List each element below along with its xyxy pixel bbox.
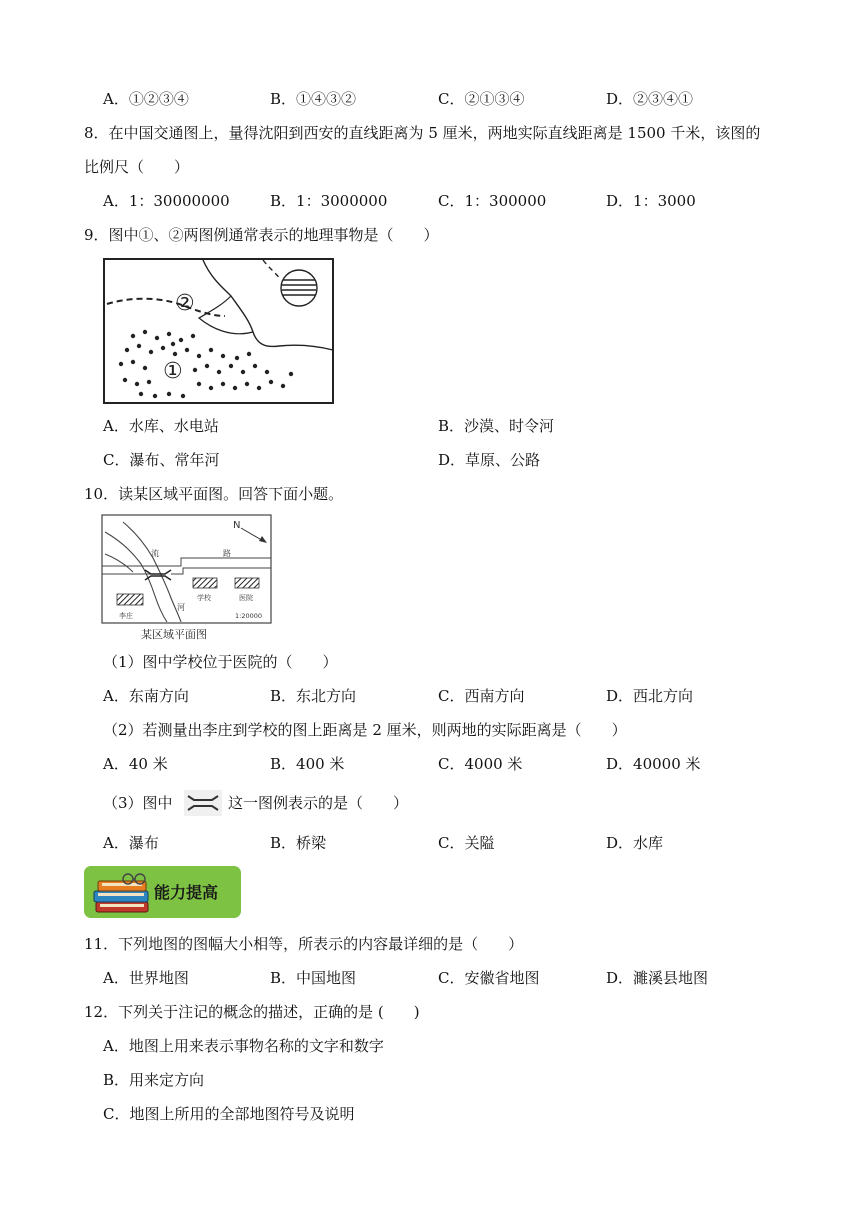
q8-stem: 8．在中国交通图上，量得沈阳到西安的直线距离为 5 厘米，两地实际直线距离是 1500 千米，该图的 bbox=[84, 124, 761, 142]
q7-option-c[interactable]: C．②①③④ bbox=[438, 90, 525, 108]
river-label-2: 河 bbox=[177, 603, 185, 612]
q9-option-a[interactable]: A．水库、水电站 bbox=[103, 417, 219, 435]
q10-sub3-option-c[interactable]: C．关隘 bbox=[438, 834, 495, 852]
q11-option-b[interactable]: B．中国地图 bbox=[270, 969, 357, 987]
q8-option-c[interactable]: C．1：300000 bbox=[438, 192, 547, 210]
q12-option-a[interactable]: A．地图上用来表示事物名称的文字和数字 bbox=[103, 1037, 384, 1055]
scale-label: 1:20000 bbox=[235, 612, 263, 620]
north-label: N bbox=[233, 520, 241, 531]
q8-option-b[interactable]: B．1：3000000 bbox=[270, 192, 388, 210]
map-caption: 某区域平面图 bbox=[141, 628, 207, 641]
hospital-label: 医院 bbox=[239, 594, 253, 602]
q11-option-c[interactable]: C．安徽省地图 bbox=[438, 969, 540, 987]
q8-option-a[interactable]: A．1：30000000 bbox=[103, 192, 230, 210]
q8-option-d[interactable]: D．1：3000 bbox=[606, 192, 696, 210]
q10-sub1-option-d[interactable]: D．西北方向 bbox=[606, 687, 694, 705]
q10-region-map bbox=[101, 514, 273, 644]
q7-option-d[interactable]: D．②③④① bbox=[606, 90, 694, 108]
books-icon bbox=[92, 872, 154, 916]
q10-sub3-option-d[interactable]: D．水库 bbox=[606, 834, 664, 852]
q10-sub2-option-d[interactable]: D．40000 米 bbox=[606, 755, 701, 773]
river-label-1: 流 bbox=[151, 549, 159, 558]
q10-sub3-stem-start: （3）图中 bbox=[103, 794, 173, 812]
q7-option-a[interactable]: A．①②③④ bbox=[103, 90, 189, 108]
bridge-symbol-icon bbox=[184, 790, 222, 816]
school-label: 学校 bbox=[197, 594, 211, 602]
q10-sub2-option-c[interactable]: C．4000 米 bbox=[438, 755, 523, 773]
q10-stem: 10．读某区域平面图。回答下面小题。 bbox=[84, 485, 344, 503]
road-label: 路 bbox=[223, 549, 231, 558]
q9-legend-figure bbox=[103, 258, 334, 404]
q11-option-d[interactable]: D．濉溪县地图 bbox=[606, 969, 709, 987]
q10-sub2-option-b[interactable]: B．400 米 bbox=[270, 755, 345, 773]
q10-sub2-stem: （2）若测量出李庄到学校的图上距离是 2 厘米，则两地的实际距离是（ ） bbox=[103, 721, 627, 739]
q9-stem: 9．图中①、②两图例通常表示的地理事物是（ ） bbox=[84, 226, 439, 244]
q9-legend-label-2: ② bbox=[175, 291, 195, 316]
q10-sub3-option-a[interactable]: A．瀑布 bbox=[103, 834, 159, 852]
q9-option-b[interactable]: B．沙漠、时令河 bbox=[438, 417, 555, 435]
q10-sub1-stem: （1）图中学校位于医院的（ ） bbox=[103, 653, 338, 671]
q11-option-a[interactable]: A．世界地图 bbox=[103, 969, 189, 987]
q12-stem: 12．下列关于注记的概念的描述，正确的是 ( ) bbox=[84, 1003, 420, 1021]
q8-stem-cont: 比例尺（ ） bbox=[84, 158, 190, 176]
village-label: 李庄 bbox=[119, 612, 133, 620]
q12-option-b[interactable]: B．用来定方向 bbox=[103, 1071, 205, 1089]
q7-option-b[interactable]: B．①④③② bbox=[270, 90, 357, 108]
section-badge bbox=[84, 866, 241, 918]
q10-sub2-option-a[interactable]: A．40 米 bbox=[103, 755, 168, 773]
q11-stem: 11．下列地图的图幅大小相等，所表示的内容最详细的是（ ） bbox=[84, 935, 524, 953]
q12-option-c[interactable]: C．地图上所用的全部地图符号及说明 bbox=[103, 1105, 355, 1123]
section-title: 能力提高 bbox=[154, 883, 219, 902]
q9-option-d[interactable]: D．草原、公路 bbox=[438, 451, 541, 469]
q10-sub1-option-c[interactable]: C．西南方向 bbox=[438, 687, 525, 705]
q10-sub3-option-b[interactable]: B．桥梁 bbox=[270, 834, 327, 852]
q10-sub1-option-b[interactable]: B．东北方向 bbox=[270, 687, 357, 705]
q9-option-c[interactable]: C．瀑布、常年河 bbox=[103, 451, 220, 469]
q9-legend-label-1: ① bbox=[163, 359, 183, 384]
q10-sub3-stem-end: 这一图例表示的是（ ） bbox=[228, 794, 409, 812]
q10-sub1-option-a[interactable]: A．东南方向 bbox=[103, 687, 189, 705]
